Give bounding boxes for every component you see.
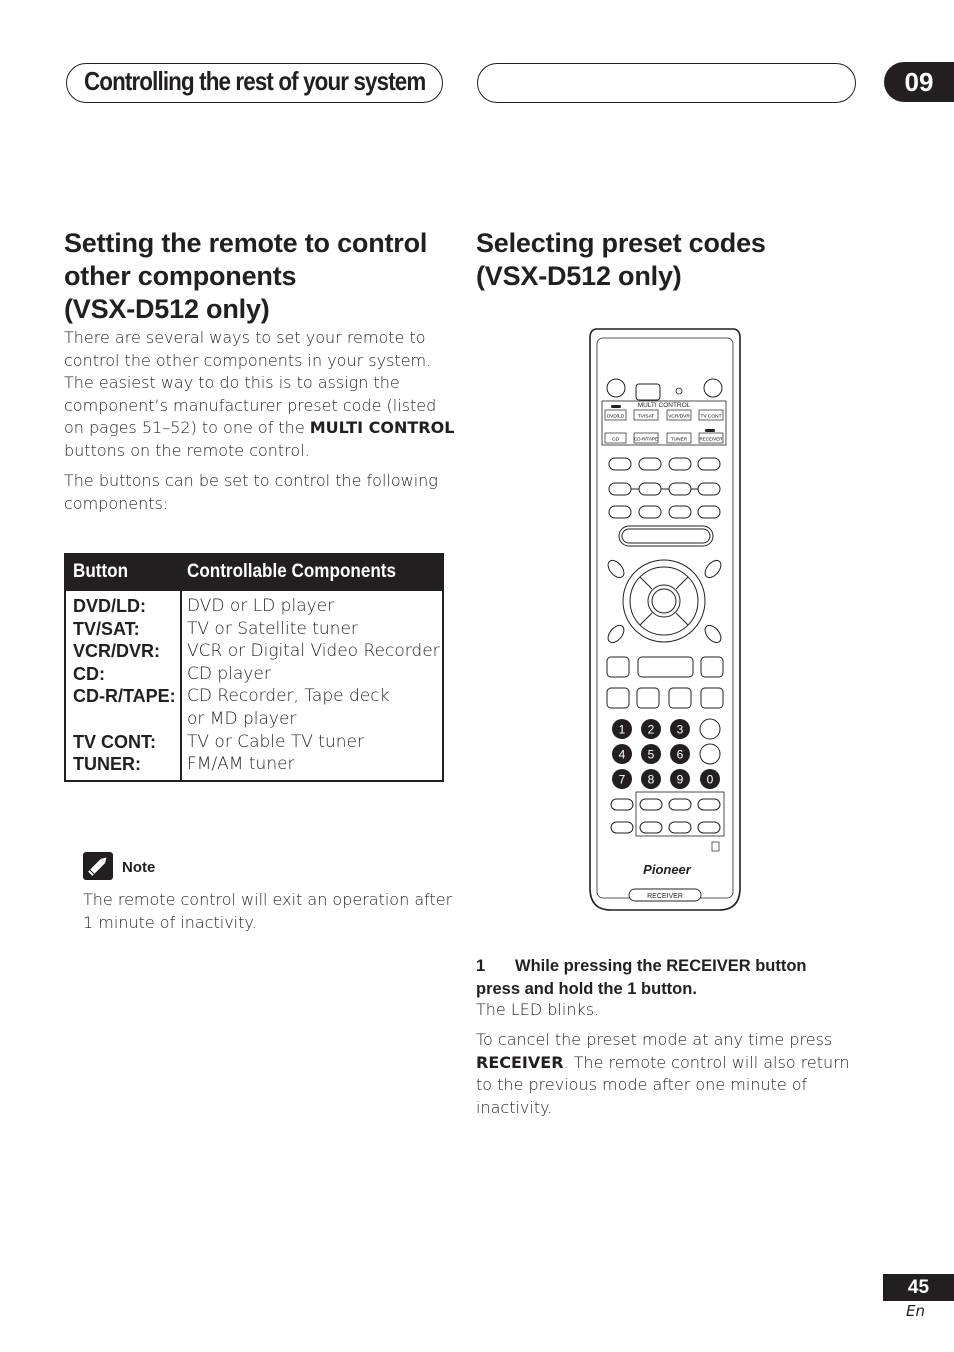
step-number: 1	[476, 957, 486, 975]
remote-btn-tv-cont: TV CONT	[700, 414, 722, 420]
table-cell-button: CD:	[73, 663, 105, 684]
controllable-components-table	[64, 553, 444, 782]
table-cell-button: TV/SAT:	[73, 618, 140, 639]
language-code: En	[906, 1302, 925, 1320]
table-cell-button: CD-R/TAPE:	[73, 686, 176, 707]
cancel-line-3: to the previous mode after one minute of	[476, 1075, 808, 1094]
table-cell-component: TV or Satellite tuner	[187, 618, 358, 639]
step-1-heading	[476, 955, 807, 1000]
intro-line-4: component’s manufacturer preset code (listed	[64, 395, 437, 415]
key-4: 4	[618, 747, 626, 762]
right-section-heading	[476, 227, 766, 293]
key-1: 1	[618, 722, 626, 737]
table-cell-component: or MD player	[187, 708, 297, 729]
step-1-line-1	[476, 955, 807, 978]
cancel-line-2-text: . The remote control will also return	[563, 1052, 850, 1072]
remote-btn-tuner: TUNER	[670, 437, 688, 443]
remote-btn-receiver: RECEIVER	[699, 436, 723, 442]
table-cell-button: TV CONT:	[73, 731, 156, 752]
step-1-result	[476, 999, 599, 1022]
cancel-line-4: inactivity.	[476, 1097, 553, 1117]
key-0: 0	[706, 772, 714, 787]
key-9: 9	[676, 772, 684, 787]
remote-control-illustration	[589, 328, 741, 912]
led-blinks-text: The LED blinks.	[476, 1000, 600, 1019]
step-1-line-2: press and hold the 1 button.	[476, 979, 697, 998]
remote-receiver-label: RECEIVER	[647, 893, 683, 900]
cancel-paragraph	[476, 1029, 850, 1119]
multi-control-term: MULTI CONTROL	[309, 418, 455, 437]
cancel-line-1: To cancel the preset mode at any time press	[476, 1030, 833, 1049]
intro-line-1: There are several ways to set your remote to	[64, 328, 426, 347]
remote-btn-dvd-ld: DVD/LD	[606, 414, 625, 420]
table-cell-component: CD player	[187, 663, 271, 684]
table-cell-button	[73, 708, 176, 731]
remote-btn-vcr-dvr: VCR/DVR	[668, 414, 690, 420]
power-button	[607, 379, 625, 397]
table-cell-component: CD Recorder, Tape deck	[187, 686, 390, 707]
components-line-2: components:	[64, 493, 169, 513]
table-cell-button: TUNER:	[73, 754, 141, 775]
table-cell-component: FM/AM tuner	[187, 754, 295, 775]
remote-btn-cd-r-tape: CD-R/TAPE	[634, 436, 658, 442]
step-1-heading-text: While pressing the RECEIVER button	[515, 957, 807, 975]
left-section-heading	[64, 227, 427, 326]
receiver-term: RECEIVER	[476, 1052, 564, 1072]
section-header-title: Controlling the rest of your system	[84, 66, 426, 96]
left-heading-line-3: (VSX-D512 only)	[64, 294, 270, 324]
note-text	[83, 889, 452, 934]
pioneer-logo: Pioneer	[643, 862, 691, 877]
key-7: 7	[618, 772, 626, 787]
led-indicator	[676, 388, 682, 394]
chapter-number-tab: 09	[884, 62, 954, 102]
intro-paragraph	[64, 327, 454, 462]
key-2: 2	[647, 722, 655, 737]
intro-line-5	[64, 417, 454, 440]
page-number: 45	[883, 1274, 954, 1301]
key-6: 6	[676, 747, 684, 762]
key-5: 5	[647, 747, 655, 762]
table-cell-component: VCR or Digital Video Recorder	[187, 641, 440, 662]
cancel-line-2	[476, 1052, 850, 1075]
note-line-1: The remote control will exit an operation after	[83, 890, 453, 909]
components-paragraph	[64, 470, 438, 515]
table-cell-button: DVD/LD:	[73, 596, 146, 616]
header-blank-frame	[477, 63, 856, 103]
intro-line-5-text: on pages 51–52) to one of the	[64, 418, 310, 437]
intro-line-6: buttons on the remote control.	[64, 440, 310, 460]
table-cell-button: VCR/DVR:	[73, 641, 161, 662]
multi-control-label: MULTI CONTROL	[637, 402, 691, 409]
left-heading-line-1: Setting the remote to control	[64, 228, 428, 258]
components-line-1: The buttons can be set to control the following	[64, 471, 438, 490]
table-column-divider	[180, 591, 182, 782]
remote-btn-cd: CD	[612, 437, 619, 443]
key-3: 3	[676, 722, 684, 737]
right-heading-line-2: (VSX-D512 only)	[476, 261, 682, 291]
key-8: 8	[647, 772, 655, 787]
table-button-column	[73, 595, 176, 776]
intro-line-2: control the other components in your system.	[64, 350, 432, 370]
note-pencil-icon	[83, 852, 113, 880]
input-button	[636, 384, 660, 400]
left-heading-line-2: other components	[64, 261, 297, 291]
table-header-button: Button	[73, 561, 129, 582]
note-line-2: 1 minute of inactivity.	[83, 912, 257, 932]
intro-line-3: The easiest way to do this is to assign the	[64, 373, 400, 392]
table-header-components: Controllable Components	[187, 561, 397, 582]
table-header-row	[66, 555, 442, 591]
remote-btn-tv-sat: TV/SAT	[637, 414, 655, 420]
source-button	[704, 379, 722, 397]
table-cell-component: TV or Cable TV tuner	[187, 731, 364, 752]
table-cell-component: DVD or LD player	[187, 596, 335, 616]
table-components-column	[187, 595, 440, 776]
right-heading-line-1: Selecting preset codes	[476, 228, 766, 258]
note-label: Note	[122, 859, 156, 876]
